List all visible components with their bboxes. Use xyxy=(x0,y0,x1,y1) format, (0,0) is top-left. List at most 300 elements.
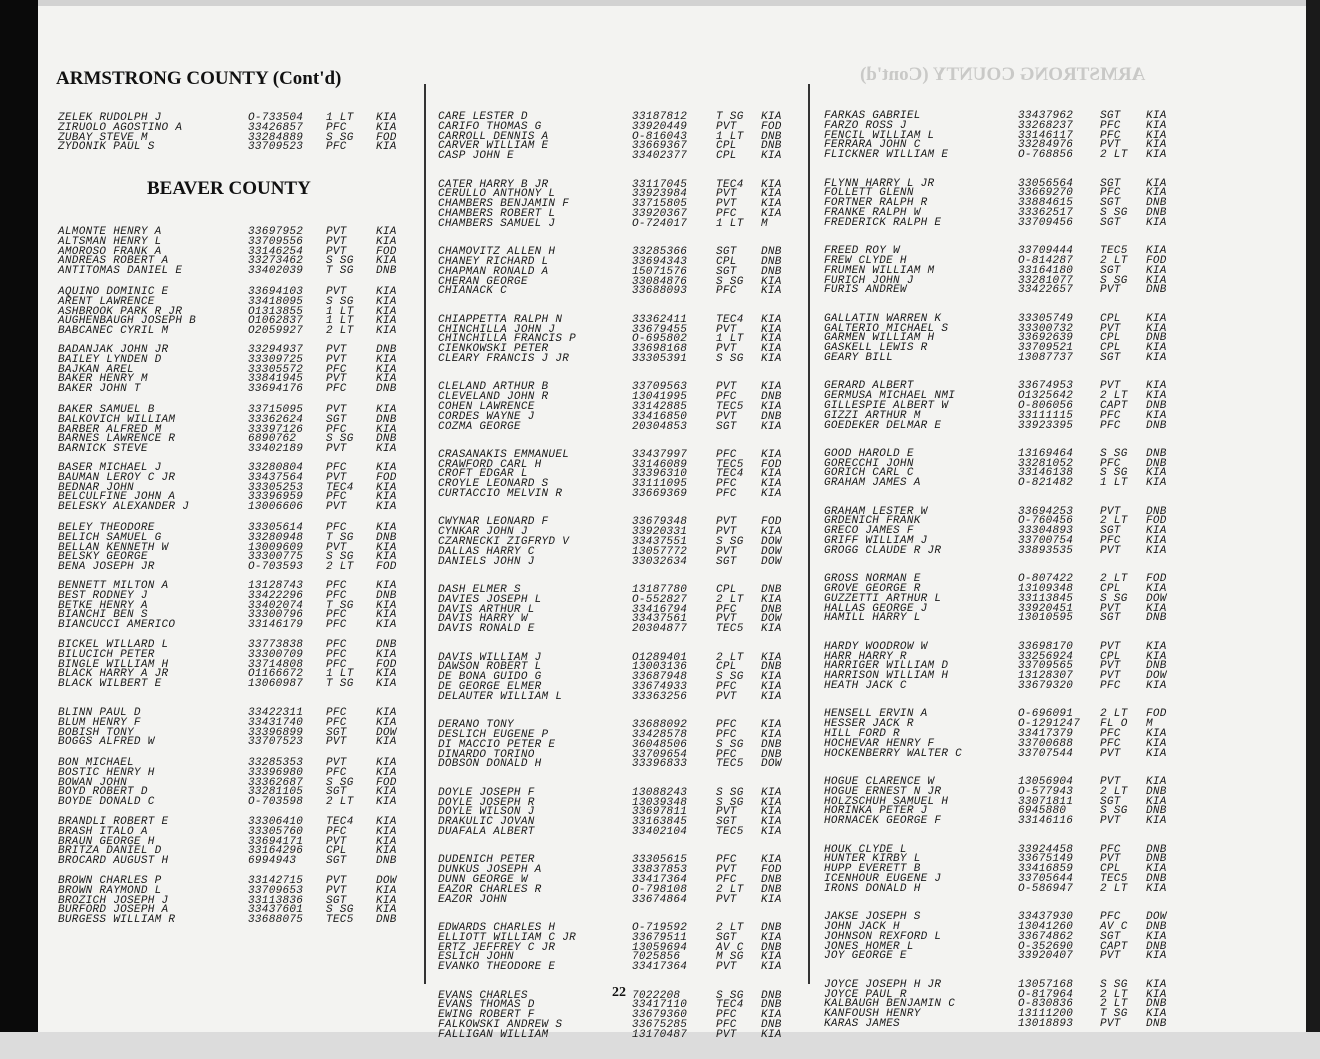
rank: S SG xyxy=(326,904,354,917)
soldier-name: CWYNAR LEONARD F xyxy=(438,516,549,529)
soldier-name: BAJKAN AREL xyxy=(58,363,134,376)
service-number: 33305614 xyxy=(248,522,304,534)
status: DNB xyxy=(1146,785,1167,798)
rank: S SG xyxy=(716,275,744,288)
status: KIA xyxy=(1146,149,1167,162)
roster-column-3 xyxy=(824,112,1184,1048)
service-number: 33920367 xyxy=(632,207,688,220)
soldier-name: EVANS CHARLES xyxy=(438,989,528,1002)
status: FOD xyxy=(761,864,782,877)
roster-entry xyxy=(58,916,418,926)
soldier-name: DUNN GEORGE W xyxy=(438,873,528,886)
status: DNB xyxy=(761,921,782,934)
service-number: 13169464 xyxy=(1018,447,1074,460)
service-number: O-552827 xyxy=(632,593,688,606)
rank: PVT xyxy=(326,286,347,298)
service-number: 33187812 xyxy=(632,111,688,123)
soldier-name: HOLZSCHUH SAMUEL H xyxy=(824,795,949,808)
rank: PVT xyxy=(1100,950,1121,963)
status: KIA xyxy=(1146,216,1167,229)
service-number: 33146117 xyxy=(1018,129,1074,142)
soldier-name: CARVER WILLIAM E xyxy=(438,140,549,153)
status: KIA xyxy=(1146,950,1167,963)
status: DOW xyxy=(761,555,782,568)
soldier-name: CLEVELAND JOHN R xyxy=(438,391,549,404)
rank: S SG xyxy=(1100,274,1128,287)
status: DNB xyxy=(376,589,397,602)
status: KIA xyxy=(376,845,397,858)
rank: SGT xyxy=(716,555,737,568)
rank: PVT xyxy=(326,501,347,514)
service-number: 33416859 xyxy=(1018,863,1074,876)
rank: PFC xyxy=(716,729,737,741)
service-number: O-821482 xyxy=(1018,477,1074,490)
soldier-name: GASKELL LEWIS R xyxy=(824,342,928,355)
rank: PFC xyxy=(716,681,737,694)
status: KIA xyxy=(1146,930,1167,943)
service-number: 33281105 xyxy=(248,786,304,799)
roster-group xyxy=(438,856,798,905)
service-number: 33300796 xyxy=(248,609,304,622)
soldier-name: JAKSE JOSEPH S xyxy=(824,911,921,924)
service-number: 33362517 xyxy=(1018,206,1074,219)
roster-group xyxy=(824,112,1184,161)
service-number: 33675149 xyxy=(1018,853,1074,866)
status: KIA xyxy=(376,648,397,661)
soldier-name: HOUK CLYDE L xyxy=(824,843,907,856)
status: KIA xyxy=(376,551,397,564)
roster-group xyxy=(824,843,1184,895)
roster-entry xyxy=(824,682,1184,692)
rank: PVT xyxy=(326,875,347,887)
status: KIA xyxy=(1146,882,1167,895)
rank: SGT xyxy=(1100,110,1121,122)
service-number: 33923395 xyxy=(1018,419,1074,432)
soldier-name: HORNACEK GEORGE F xyxy=(824,815,942,828)
service-number: 33437930 xyxy=(1018,911,1074,924)
status: KIA xyxy=(376,305,397,318)
status: KIA xyxy=(761,333,782,346)
roster-entry xyxy=(824,952,1184,962)
soldier-name: DAWSON ROBERT L xyxy=(438,661,542,674)
soldier-name: BABCANEC CYRIL M xyxy=(58,325,169,338)
roster-group xyxy=(58,818,418,867)
service-number: 33305615 xyxy=(632,854,688,867)
roster-entry xyxy=(438,825,798,838)
service-number: 13060987 xyxy=(248,678,304,691)
status: KIA xyxy=(761,111,782,123)
service-number: 33437601 xyxy=(248,904,304,917)
status: KIA xyxy=(761,400,782,413)
soldier-name: DUNKUS JOSEPH A xyxy=(438,864,542,877)
roster-group xyxy=(58,114,418,153)
soldier-name: BURGESS WILLIAM R xyxy=(58,914,176,927)
status: DNB xyxy=(376,914,397,927)
soldier-name: DELAUTER WILLIAM L xyxy=(438,690,563,703)
rank: TEC4 xyxy=(716,313,744,326)
rank: CPL xyxy=(1100,863,1121,876)
service-number: O-768856 xyxy=(1018,149,1074,162)
roster-entry xyxy=(438,625,798,635)
rank: CPL xyxy=(716,150,737,163)
soldier-name: JOYCE PAUL R xyxy=(824,988,907,1001)
service-number: 33417364 xyxy=(632,873,688,886)
service-number: 33694103 xyxy=(248,286,304,298)
roster-group xyxy=(824,177,1184,229)
status: KIA xyxy=(1146,467,1167,480)
status: KIA xyxy=(376,373,397,386)
rank: PFC xyxy=(716,1018,737,1031)
status: KIA xyxy=(761,931,782,944)
service-number: 13010595 xyxy=(1018,612,1074,625)
rank: PFC xyxy=(326,522,347,534)
rank: M SG xyxy=(716,951,744,964)
soldier-name: GROGG CLAUDE R JR xyxy=(824,544,942,557)
soldier-name: BELEY THEODORE xyxy=(58,522,155,534)
roster-entry xyxy=(58,857,418,867)
status: KIA xyxy=(1146,274,1167,287)
status: KIA xyxy=(376,736,397,749)
service-number: 33709444 xyxy=(1018,245,1074,258)
status: DNB xyxy=(1146,284,1167,297)
status: DNB xyxy=(1146,419,1167,432)
rank: 2 LT xyxy=(1100,988,1128,1001)
roster-group xyxy=(58,709,418,748)
status: M xyxy=(1146,718,1153,731)
rank: PFC xyxy=(326,609,347,622)
rank: PVT xyxy=(1100,853,1121,866)
status: KIA xyxy=(1146,477,1167,490)
status: KIA xyxy=(376,462,397,474)
service-number: 13009609 xyxy=(248,541,304,554)
status: KIA xyxy=(376,825,397,838)
status: KIA xyxy=(376,678,397,691)
status: KIA xyxy=(1146,1008,1167,1021)
status: KIA xyxy=(761,786,782,799)
service-number: 33709556 xyxy=(248,235,304,248)
rank: PFC xyxy=(1100,409,1121,422)
rank: PFC xyxy=(716,448,737,461)
service-number: O-696091 xyxy=(1018,708,1074,721)
service-number: 33305253 xyxy=(248,481,304,494)
status: KIA xyxy=(376,423,397,436)
soldier-name: DESLICH EUGENE P xyxy=(438,729,549,741)
soldier-name: FRUMEN WILLIAM M xyxy=(824,264,935,277)
status: KIA xyxy=(1146,129,1167,142)
status: KIA xyxy=(761,343,782,356)
soldier-name: ERTZ JEFFREY C JR xyxy=(438,941,556,954)
rank: PVT xyxy=(326,835,347,848)
service-number: 33674933 xyxy=(632,681,688,694)
service-number: 33402189 xyxy=(248,443,304,456)
roster-group xyxy=(438,313,798,365)
soldier-name: ANDREAS ROBERT A xyxy=(58,255,169,268)
service-number: 13111200 xyxy=(1018,1008,1074,1021)
roster-group xyxy=(58,406,418,455)
service-number: 33669270 xyxy=(1018,187,1074,200)
status: DNB xyxy=(1146,1017,1167,1030)
soldier-name: CROFT EDGAR L xyxy=(438,468,528,481)
status: DOW xyxy=(1146,670,1167,683)
rank: PVT xyxy=(1100,602,1121,615)
service-number: 33920407 xyxy=(1018,950,1074,963)
soldier-name: BOYD ROBERT D xyxy=(58,786,148,799)
rank: TEC5 xyxy=(1100,245,1128,258)
soldier-name: FALKOWSKI ANDREW S xyxy=(438,1018,563,1031)
column-divider-1 xyxy=(424,84,426,984)
service-number: 33416850 xyxy=(632,410,688,423)
status: KIA xyxy=(761,951,782,964)
soldier-name: AQUINO DOMINIC E xyxy=(58,286,169,298)
status: DOW xyxy=(1146,911,1167,924)
service-number: 33426857 xyxy=(248,121,304,134)
service-number: 33285353 xyxy=(248,757,304,769)
service-number: O-703593 xyxy=(248,561,304,574)
service-number: 33437561 xyxy=(632,613,688,626)
soldier-name: BADANJAK JOHN JR xyxy=(58,344,169,356)
service-number: 33284976 xyxy=(1018,139,1074,152)
status: DNB xyxy=(761,255,782,268)
status: DNB xyxy=(761,873,782,886)
soldier-name: BOSTIC HENRY H xyxy=(58,766,155,779)
soldier-name: IRONS DONALD H xyxy=(824,882,921,895)
soldier-name: COZMA GEORGE xyxy=(438,420,521,433)
status: FOD xyxy=(761,458,782,471)
roster-group xyxy=(824,312,1184,364)
rank: PFC xyxy=(1100,119,1121,132)
status: KIA xyxy=(761,313,782,326)
service-number: 20304853 xyxy=(632,420,688,433)
rank: 1 LT xyxy=(326,305,354,318)
service-number: 33417379 xyxy=(1018,728,1074,740)
status: KIA xyxy=(376,325,397,338)
soldier-name: DAVIS RONALD E xyxy=(438,623,535,636)
status: DNB xyxy=(761,410,782,423)
roster-entry xyxy=(58,143,418,153)
soldier-name: JONES HOMER L xyxy=(824,940,914,953)
rank: 2 LT xyxy=(716,921,744,934)
soldier-name: CERULLO ANTHONY L xyxy=(438,188,556,201)
service-number: O-719592 xyxy=(632,921,688,934)
soldier-name: BROCARD AUGUST H xyxy=(58,855,169,868)
roster-group xyxy=(824,382,1184,431)
soldier-name: DANIELS JOHN J xyxy=(438,555,535,568)
rank: AV C xyxy=(716,941,744,954)
roster-entry xyxy=(438,420,798,433)
rank: PFC xyxy=(716,391,737,404)
status: KIA xyxy=(761,671,782,684)
status: KIA xyxy=(761,729,782,741)
service-number: O-695802 xyxy=(632,333,688,346)
rank: T SG xyxy=(1100,1008,1128,1021)
service-number: 33669367 xyxy=(632,140,688,153)
rank: S SG xyxy=(1100,447,1128,460)
status: DNB xyxy=(1146,843,1167,856)
soldier-name: HESSER JACK R xyxy=(824,718,914,731)
rank: PVT xyxy=(326,404,347,416)
soldier-name: ICENHOUR EUGENE J xyxy=(824,872,942,885)
status: DNB xyxy=(761,603,782,616)
soldier-name: JOHNSON REXFORD L xyxy=(824,930,942,943)
service-number: 33669369 xyxy=(632,488,688,501)
soldier-name: GRAHAM JAMES A xyxy=(824,477,921,490)
rank: CPL xyxy=(716,661,737,674)
status: KIA xyxy=(1146,602,1167,615)
rank: S SG xyxy=(326,131,354,144)
rank: PVT xyxy=(326,235,347,248)
bleed-through-heading: ARMSTRONG COUNTY (Cont'd) xyxy=(860,64,1146,85)
roster-group xyxy=(58,582,418,631)
status: KIA xyxy=(761,796,782,809)
rank: CAPT xyxy=(1100,940,1128,953)
soldier-name: CARE LESTER D xyxy=(438,111,528,123)
roster-group xyxy=(438,383,798,432)
rank: S SG xyxy=(716,352,744,365)
soldier-name: DINARDO TORINO xyxy=(438,748,535,761)
service-number: 13057772 xyxy=(632,545,688,558)
status: KIA xyxy=(1146,978,1167,991)
soldier-name: BLUM HENRY F xyxy=(58,716,141,729)
status: KIA xyxy=(761,719,782,732)
service-number: 33709565 xyxy=(1018,660,1074,673)
rank: PFC xyxy=(1100,457,1121,470)
rank: T SG xyxy=(716,111,744,123)
soldier-name: CHINCHILLA JOHN J xyxy=(438,323,556,336)
rank: SGT xyxy=(326,855,347,868)
service-number: 33111115 xyxy=(1018,409,1074,422)
rank: SGT xyxy=(326,413,347,426)
status: DNB xyxy=(1146,920,1167,933)
soldier-name: CHINCHILLA FRANCIS P xyxy=(438,333,577,346)
service-number: 33694343 xyxy=(632,255,688,268)
rank: PVT xyxy=(1100,747,1121,760)
rank: PFC xyxy=(1100,187,1121,200)
rank: S SG xyxy=(716,738,744,751)
soldier-name: BROWN CHARLES P xyxy=(58,875,162,887)
service-number: O1062837 xyxy=(248,315,304,328)
service-number: 33396310 xyxy=(632,468,688,481)
status: KIA xyxy=(761,593,782,606)
soldier-name: CROYLE LEONARD S xyxy=(438,478,549,491)
service-number: 33164296 xyxy=(248,845,304,858)
rank: SGT xyxy=(716,265,737,278)
status: KIA xyxy=(761,854,782,867)
service-number: 33163845 xyxy=(632,816,688,829)
soldier-name: HAMILL HARRY L xyxy=(824,612,921,625)
status: KIA xyxy=(1146,322,1167,335)
soldier-name: CZARNECKI ZIGFRYD V xyxy=(438,536,570,549)
rank: CAPT xyxy=(1100,399,1128,412)
rank: PVT xyxy=(326,245,347,258)
soldier-name: GRDENICH FRANK xyxy=(824,515,921,528)
rank: PVT xyxy=(326,884,347,897)
rank: PVT xyxy=(716,410,737,423)
service-number: 33164180 xyxy=(1018,264,1074,277)
service-number: 33674953 xyxy=(1018,380,1074,393)
rank: 1 LT xyxy=(716,217,744,230)
service-number: 33924458 xyxy=(1018,843,1074,856)
rank: TEC5 xyxy=(326,914,354,927)
soldier-name: CASP JOHN E xyxy=(438,150,514,163)
service-number: 13059694 xyxy=(632,941,688,954)
soldier-name: FARKAS GABRIEL xyxy=(824,110,921,122)
service-number: 33893535 xyxy=(1018,544,1074,557)
service-number: 6994943 xyxy=(248,855,297,868)
status: KIA xyxy=(376,141,397,154)
soldier-name: BRASH ITALO A xyxy=(58,825,148,838)
status: KIA xyxy=(1146,863,1167,876)
status: KIA xyxy=(1146,409,1167,422)
rank: FL O xyxy=(1100,718,1128,731)
rank: CPL xyxy=(716,255,737,268)
rank: 2 LT xyxy=(1100,515,1128,528)
soldier-name: HARRIGER WILLIAM D xyxy=(824,660,949,673)
soldier-name: GORICH CARL C xyxy=(824,467,914,480)
service-number: 33396833 xyxy=(632,758,688,771)
rank: TEC4 xyxy=(716,468,744,481)
status: DNB xyxy=(761,989,782,1002)
service-number: 33715095 xyxy=(248,404,304,416)
status: FOD xyxy=(376,131,397,144)
rank: PVT xyxy=(716,1028,737,1041)
status: KIA xyxy=(761,178,782,191)
soldier-name: EDWARDS CHARLES H xyxy=(438,921,556,934)
service-number: 33837853 xyxy=(632,864,688,877)
soldier-name: CHANEY RICHARD L xyxy=(438,255,549,268)
status: KIA xyxy=(376,112,397,124)
roster-entry xyxy=(824,614,1184,624)
rank: PVT xyxy=(1100,815,1121,828)
rank: 1 LT xyxy=(1100,477,1128,490)
soldier-name: HUPP EVERETT B xyxy=(824,863,921,876)
status: KIA xyxy=(1146,119,1167,132)
service-number: 6945880 xyxy=(1018,805,1067,818)
rank: PFC xyxy=(326,121,347,134)
roster-entry xyxy=(58,385,418,395)
soldier-name: BAKER HENRY M xyxy=(58,373,148,386)
service-number: 13187780 xyxy=(632,584,688,597)
rank: PVT xyxy=(326,443,347,456)
service-number: O-816043 xyxy=(632,130,688,143)
soldier-name: DAVIS ARTHUR L xyxy=(438,603,535,616)
service-number: 33402039 xyxy=(248,265,304,278)
service-number: 7022208 xyxy=(632,989,681,1002)
status: FOD xyxy=(376,471,397,484)
rank: PVT xyxy=(716,806,737,819)
rank: TEC5 xyxy=(716,623,744,636)
status: DNB xyxy=(1146,505,1167,518)
roster-column-2 xyxy=(438,113,798,1059)
status: KIA xyxy=(761,352,782,365)
status: DNB xyxy=(761,1018,782,1031)
status: DNB xyxy=(1146,940,1167,953)
roster-entry xyxy=(58,680,418,690)
service-number: 33437564 xyxy=(248,471,304,484)
roster-entry xyxy=(58,445,418,455)
service-number: 33397126 xyxy=(248,423,304,436)
status: DOW xyxy=(761,758,782,771)
status: KIA xyxy=(761,207,782,220)
rank: PFC xyxy=(716,603,737,616)
roster-entry xyxy=(58,503,418,513)
rank: PFC xyxy=(326,423,347,436)
status: DOW xyxy=(376,726,397,739)
rank: PFC xyxy=(326,141,347,154)
soldier-name: DUAFALA ALBERT xyxy=(438,825,535,838)
status: KIA xyxy=(1146,728,1167,740)
service-number: 33679320 xyxy=(1018,680,1074,693)
soldier-name: HALLAS GEORGE J xyxy=(824,602,928,615)
